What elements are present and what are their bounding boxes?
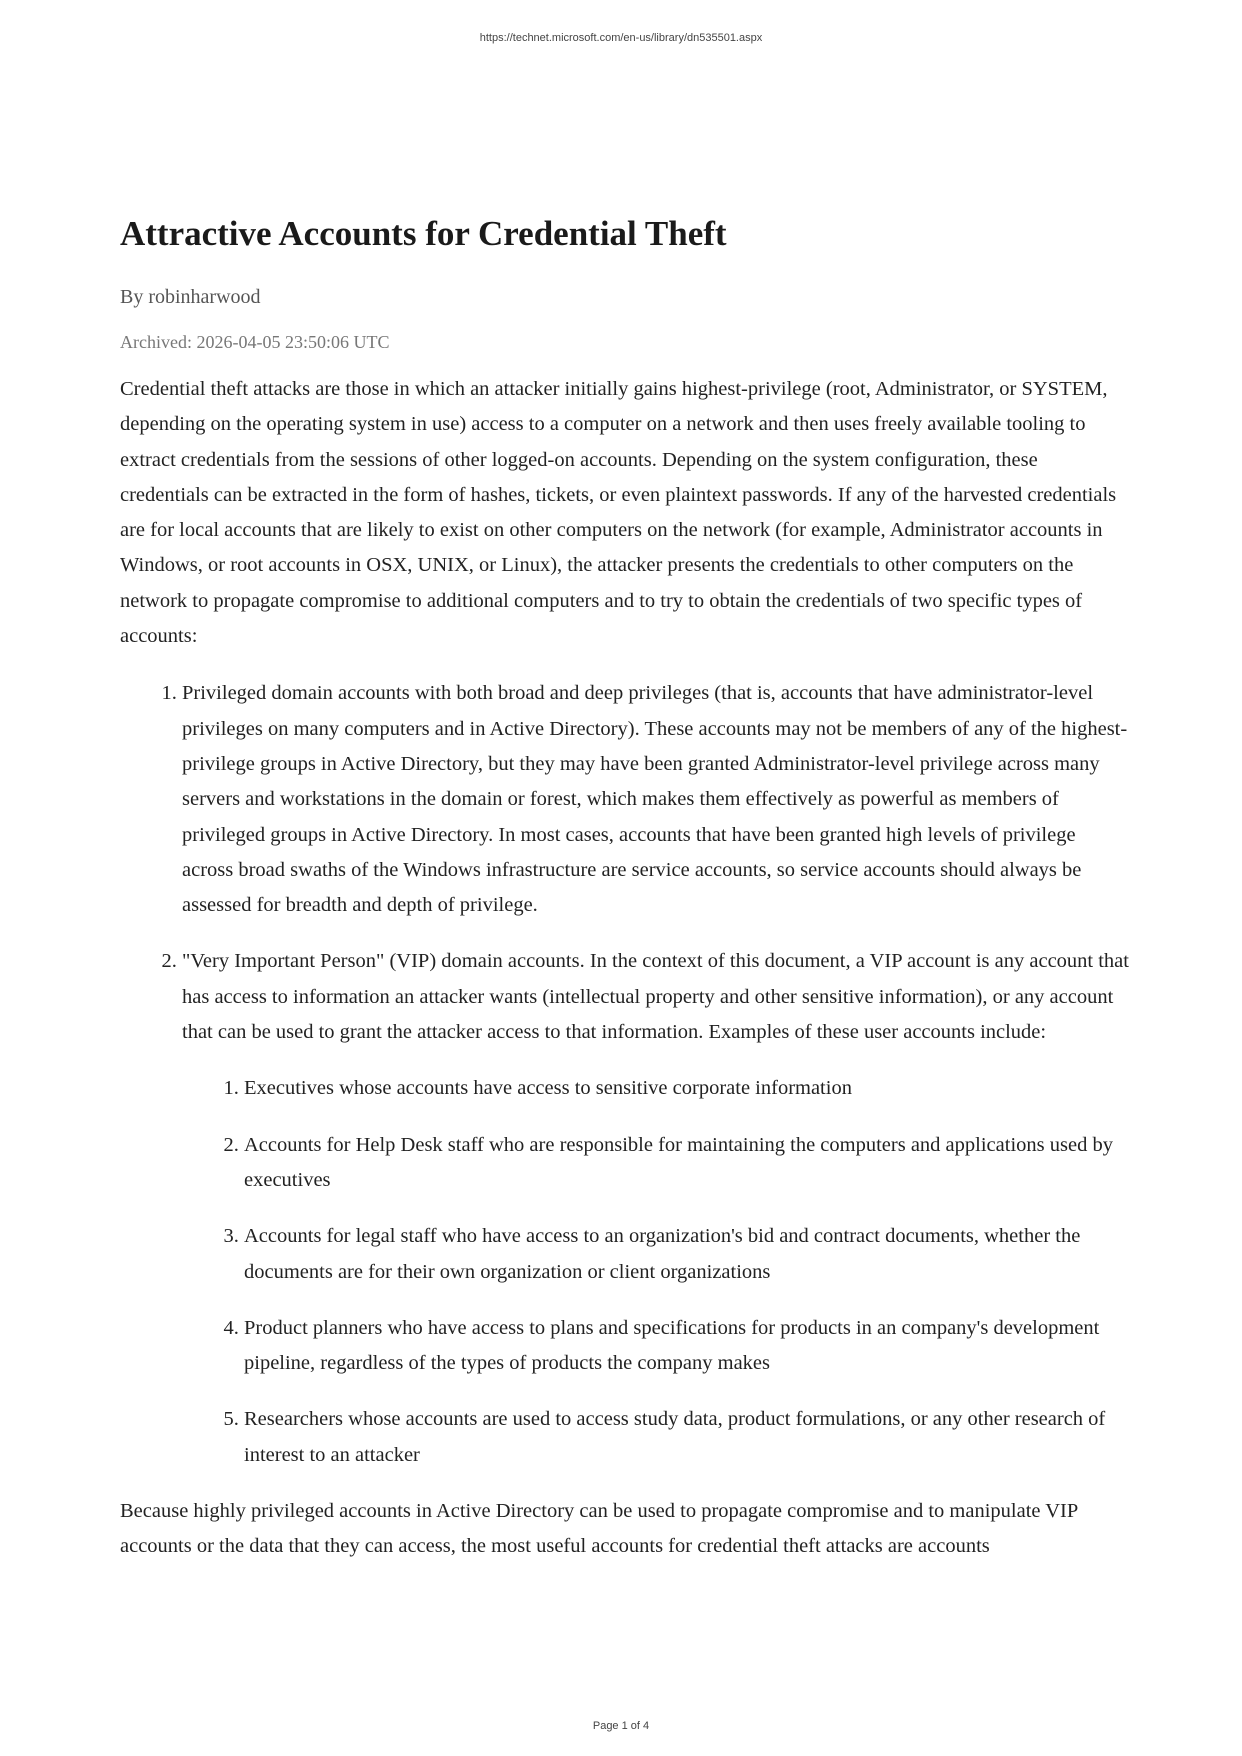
closing-paragraph: Because highly privileged accounts in Active Directory can be used to propagate compromise and to manipulate VIP accounts or the data that they can access, the most useful accounts for credential theft attacks are accounts <box>120 1500 1078 1558</box>
account-types-list <box>120 676 1130 1473</box>
article-body <box>120 212 1130 1565</box>
list-item <box>182 676 1130 923</box>
page-url: https://technet.microsoft.com/en-us/library/dn535501.aspx <box>479 32 763 44</box>
author-byline: By robinharwood <box>120 286 261 308</box>
list-item: 5. Researchers whose accounts are used to access study data, product formulations, or any other research of interest to an attacker <box>244 1402 1130 1473</box>
list-item: 2. Accounts for Help Desk staff who are responsible for maintaining the computers and applications used by executives <box>244 1128 1130 1199</box>
list-item-text: Privileged domain accounts with both broad and deep privileges (that is, accounts that have administrator-level privileges on many computers and in Active Directory). These accounts may not be members of any of the highest-privilege groups in Active Directory, but they may have been granted Administrator-level privilege across many servers and workstations in the domain or forest, which makes them effectively as powerful as members of privileged groups in Active Directory. In most cases, accounts that have been granted high levels of privilege across broad swaths of the Windows infrastructure are service accounts, so service accounts should always be assessed for breadth and depth of privilege. <box>182 682 1128 917</box>
page-number: Page 1 of 4 <box>592 1720 650 1732</box>
vip-examples-list <box>182 1071 1130 1473</box>
list-item: 1. Executives whose accounts have access to sensitive corporate information <box>244 1071 1130 1106</box>
list-item <box>182 944 1130 1473</box>
intro-paragraph: Credential theft attacks are those in which an attacker initially gains highest-privilege (root, Administrator, or SYSTEM, depending on the operating system in use) access to a computer on a network and then uses freely available tooling to extract credentials from the sessions of other logged-on accounts. Depending on the system configuration, these credentials can be extracted in the form of hashes, tickets, or even plaintext passwords. If any of the harvested credentials are for local accounts that are likely to exist on other computers on the network (for example, Administrator accounts in Windows, or root accounts in OSX, UNIX, or Linux), the attacker presents the credentials to other computers on the network to propagate compromise to additional computers and to try to obtain the credentials of two specific types of accounts: <box>120 378 1117 648</box>
page-title: Attractive Accounts for Credential Theft <box>120 214 727 253</box>
list-item: 4. Product planners who have access to plans and specifications for products in an company's development pipeline, regardless of the types of products the company makes <box>244 1311 1130 1382</box>
archived-timestamp: Archived: 2026-04-05 23:50:06 UTC <box>120 332 390 352</box>
list-item: 3. Accounts for legal staff who have access to an organization's bid and contract documents, whether the documents are for their own organization or client organizations <box>244 1219 1130 1290</box>
list-item-text: "Very Important Person" (VIP) domain accounts. In the context of this document, a VIP account is any account that has access to information an attacker wants (intellectual property and other sensitive information), or any account that can be used to grant the attacker access to that information. Examples of these user accounts include: <box>182 950 1129 1044</box>
